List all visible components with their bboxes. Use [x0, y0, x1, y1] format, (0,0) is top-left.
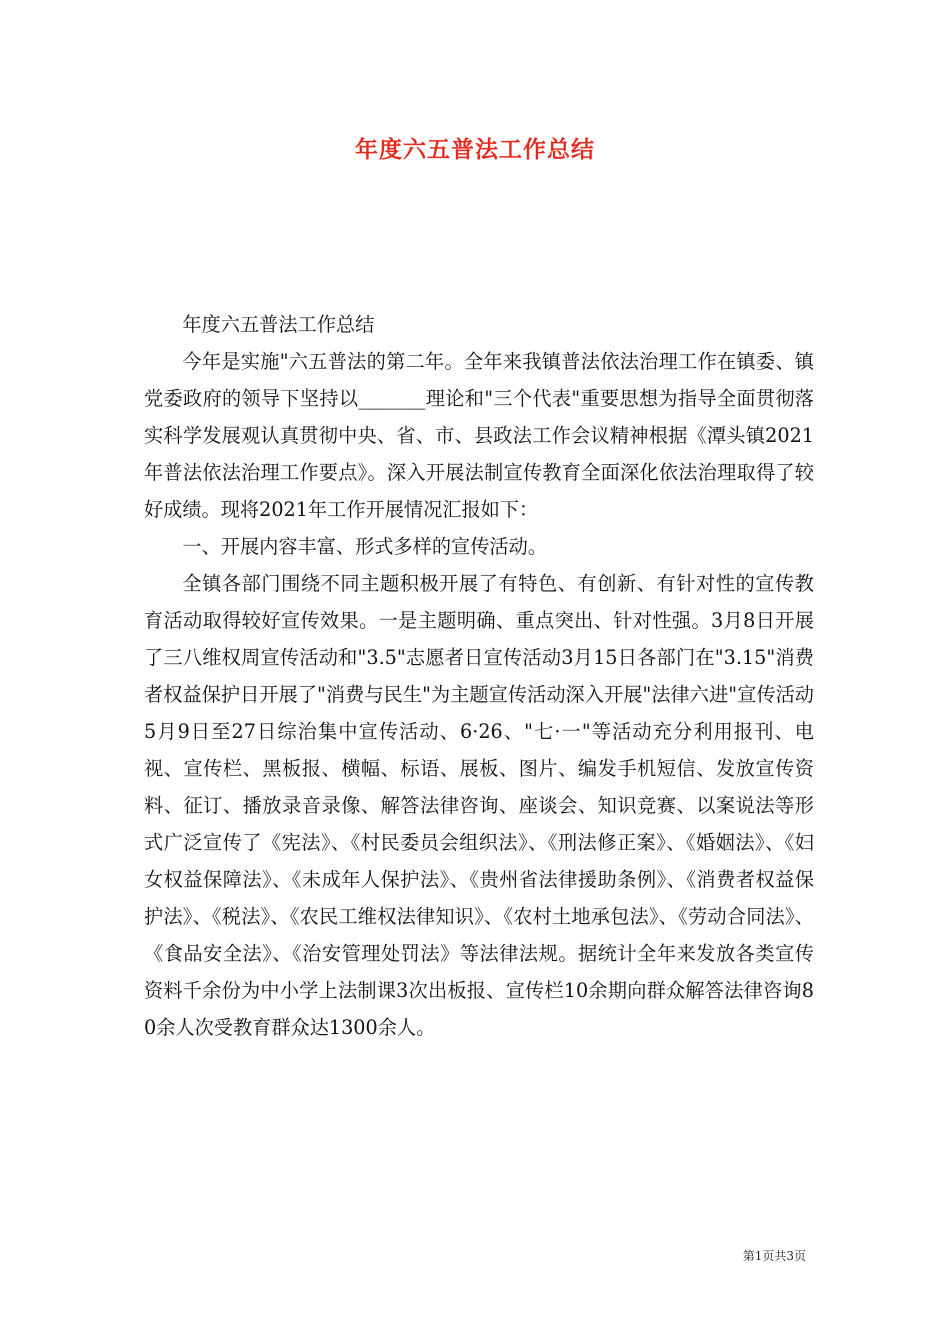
- document-body: [144, 306, 814, 1046]
- document-title: 年度六五普法工作总结: [355, 136, 595, 163]
- section-heading-1: 一、开展内容丰富、形式多样的宣传活动。: [182, 535, 547, 558]
- paragraph-intro: 今年是实施"六五普法的第二年。全年来我镇普法依法治理工作在镇委、镇党委政府的领导下坚持以_______理论和"三个代表"重要思想为指导全面贯彻落实科学发展观认真贯彻中央、省、市、县政法工作会议精神根据《潭头镇2021年普法依法治理工作要点》。深入开展法制宣传教育全面深化依法治理取得了较好成绩。现将2021年工作开展情况汇报如下：: [144, 350, 814, 521]
- paragraph-section-1: 全镇各部门围绕不同主题积极开展了有特色、有创新、有针对性的宣传教育活动取得较好宣传效果。一是主题明确、重点突出、针对性强。3月8日开展了三八维权周宣传活动和"3.5"志愿者日宣传活动3月15日各部门在"3.15"消费者权益保护日开展了"消费与民生"为主题宣传活动深入开展"法律六进"宣传活动5月9日至27日综治集中宣传活动、6·26、"七·一"等活动充分利用报刊、电视、宣传栏、黑板报、横幅、标语、展板、图片、编发手机短信、发放宣传资料、征订、播放录音录像、解答法律咨询、座谈会、知识竞赛、以案说法等形式广泛宣传了《宪法》、《村民委员会组织法》、《刑法修正案》、《婚姻法》、《妇女权益保障法》、《未成年人保护法》、《贵州省法律援助条例》、《消费者权益保护法》、《税法》、《农民工维权法律知识》、《农村土地承包法》、《劳动合同法》、《食品安全法》、《治安管理处罚法》等法律法规。据统计全年来发放各类宣传资料千余份为中小学上法制课3次出板报、宣传栏10余期向群众解答法律咨询80余人次受教育群众达1300余人。: [144, 572, 814, 1039]
- page-number: 第1页共3页: [742, 1249, 806, 1263]
- paragraph-heading: 年度六五普法工作总结: [182, 313, 375, 336]
